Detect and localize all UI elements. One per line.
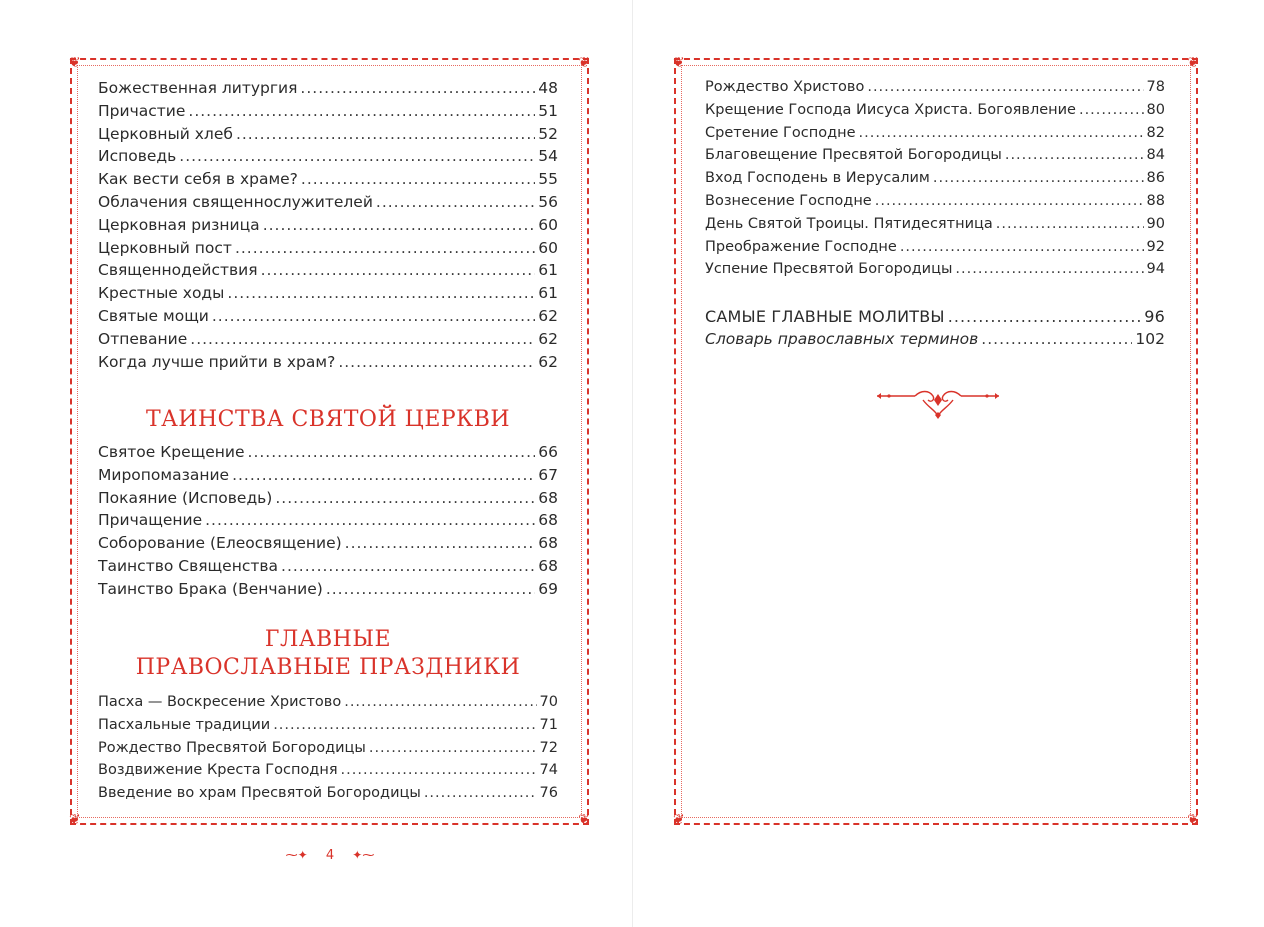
corner-ornament-icon: ❦ <box>578 55 590 71</box>
toc-entry[interactable]: Церковная ризница ..... 60 <box>98 216 558 239</box>
toc-entry[interactable]: Крещение Господа Иисуса Христа. Богоявление ..... 80 <box>705 102 1165 125</box>
toc-entry[interactable]: Святые мощи ..... 62 <box>98 307 558 330</box>
toc-group-services <box>98 79 558 375</box>
toc-entry[interactable]: Вход Господень в Иерусалим ..... 86 <box>705 170 1165 193</box>
toc-entry[interactable]: Исповедь ..... 54 <box>98 147 558 170</box>
corner-ornament-icon: ❦ <box>1187 812 1199 828</box>
toc-entry[interactable]: Причастие ..... 51 <box>98 102 558 125</box>
corner-ornament-icon: ❦ <box>69 55 81 71</box>
toc-entry[interactable]: Соборование (Елеосвящение) ..... 68 <box>98 534 558 557</box>
toc-entry[interactable]: Таинство Брака (Венчание) ..... 69 <box>98 580 558 603</box>
toc-entry[interactable]: Святое Крещение ..... 66 <box>98 443 558 466</box>
toc-entry[interactable]: Когда лучше прийти в храм? ..... 62 <box>98 353 558 376</box>
decorative-flourish-icon <box>875 388 1001 420</box>
corner-ornament-icon: ❦ <box>673 812 685 828</box>
toc-entry[interactable]: Покаяние (Исповедь) ..... 68 <box>98 489 558 512</box>
toc-entry[interactable]: Божественная литургия ..... 48 <box>98 79 558 102</box>
toc-entry[interactable]: Сретение Господне ..... 82 <box>705 125 1165 148</box>
toc-entry[interactable]: Вознесение Господне ..... 88 <box>705 193 1165 216</box>
toc-group-sacraments <box>98 443 558 603</box>
section-title-sacraments: ТАИНСТВА СВЯТОЙ ЦЕРКВИ <box>145 407 511 432</box>
toc-entry[interactable]: Воздвижение Креста Господня ..... 74 <box>98 762 558 785</box>
section-title-holidays <box>98 626 558 682</box>
toc-entry[interactable]: День Святой Троицы. Пятидесятница ..... 90 <box>705 216 1165 239</box>
corner-ornament-icon: ❦ <box>1187 55 1199 71</box>
section-title-line: ПРАВОСЛАВНЫЕ ПРАЗДНИКИ <box>135 655 521 680</box>
toc-entry[interactable]: Как вести себя в храме? ..... 55 <box>98 170 558 193</box>
toc-entry[interactable]: Пасхальные традиции ..... 71 <box>98 717 558 740</box>
toc-group-holidays <box>98 694 558 808</box>
toc-entry[interactable]: Благовещение Пресвятой Богородицы ..... 84 <box>705 147 1165 170</box>
toc-group-extras <box>705 307 1165 353</box>
page-folio <box>280 848 380 863</box>
toc-entry[interactable]: Миропомазание ..... 67 <box>98 466 558 489</box>
toc-entry[interactable]: Преображение Господне ..... 92 <box>705 239 1165 262</box>
toc-entry[interactable]: Пасха — Воскресение Христово ..... 70 <box>98 694 558 717</box>
page-spine <box>632 0 633 927</box>
toc-entry-prayers[interactable]: САМЫЕ ГЛАВНЫЕ МОЛИТВЫ ..... 96 <box>705 307 1165 330</box>
flourish-left-icon: ⁓✦ <box>285 848 308 862</box>
flourish-right-icon: ✦⁓ <box>352 848 375 862</box>
toc-entry[interactable]: Рождество Христово ..... 78 <box>705 79 1165 102</box>
toc-entry[interactable]: Церковный пост ..... 60 <box>98 239 558 262</box>
page-number: 4 <box>325 848 335 863</box>
toc-group-feasts <box>705 79 1165 284</box>
toc-entry[interactable]: Введение во храм Пресвятой Богородицы ..... 76 <box>98 785 558 808</box>
toc-entry-glossary[interactable]: Словарь православных терминов ..... 102 <box>705 330 1165 353</box>
corner-ornament-icon: ❦ <box>578 812 590 828</box>
toc-entry[interactable]: Отпевание ..... 62 <box>98 330 558 353</box>
toc-entry[interactable]: Облачения священнослужителей ..... 56 <box>98 193 558 216</box>
toc-entry[interactable]: Священнодействия ..... 61 <box>98 261 558 284</box>
toc-entry[interactable]: Таинство Священства ..... 68 <box>98 557 558 580</box>
section-title-line: ГЛАВНЫЕ <box>264 627 392 652</box>
toc-entry[interactable]: Причащение ..... 68 <box>98 511 558 534</box>
toc-entry[interactable]: Рождество Пресвятой Богородицы ..... 72 <box>98 740 558 763</box>
toc-entry[interactable]: Церковный хлеб ..... 52 <box>98 125 558 148</box>
corner-ornament-icon: ❦ <box>69 812 81 828</box>
toc-entry[interactable]: Успение Пресвятой Богородицы ..... 94 <box>705 261 1165 284</box>
toc-entry[interactable]: Крестные ходы ..... 61 <box>98 284 558 307</box>
corner-ornament-icon: ❦ <box>673 55 685 71</box>
